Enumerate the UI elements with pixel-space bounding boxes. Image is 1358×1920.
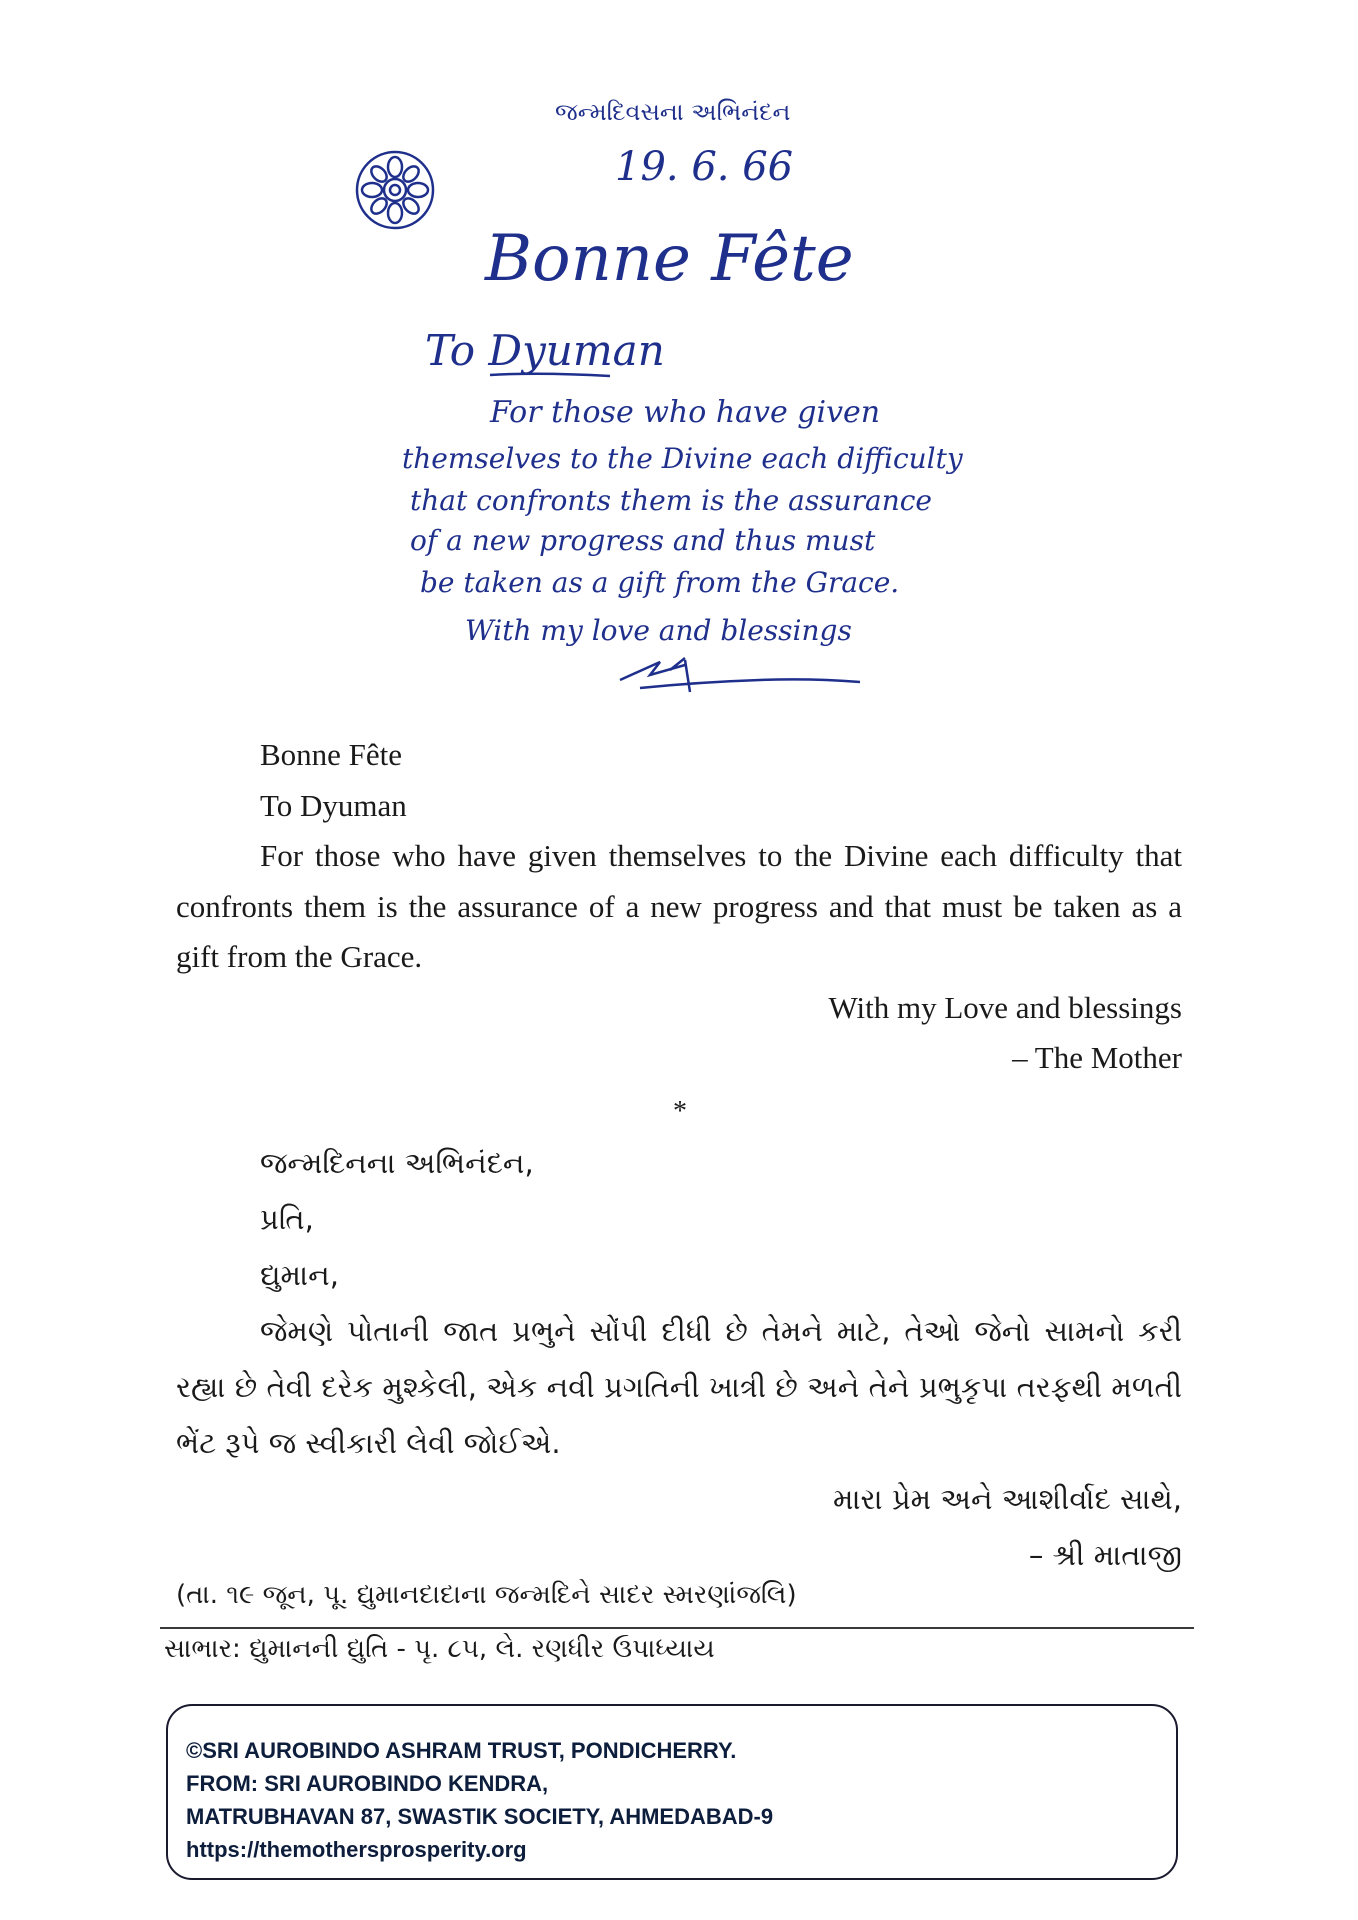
footer-copyright: ©SRI AUROBINDO ASHRAM TRUST, PONDICHERRY. [186, 1738, 737, 1763]
gujarati-addressee: દ્યુમાન, [260, 1258, 339, 1292]
remembrance-note: (તા. ૧૯ જૂન, પૂ. દ્યુમાનદાદાના જન્મદિને સાદર સ્મરણાંજલિ) [176, 1580, 797, 1610]
handwritten-heading: જન્મદિવસના અભિનંદન [555, 98, 791, 126]
section-separator: * [673, 1096, 687, 1127]
source-credit: સાભાર: દ્યુમાનની દ્યુતિ - પૃ. ૮૫, લે. રણધીર ઉપાધ્યાય [164, 1634, 715, 1664]
english-signature: – The Mother [1012, 1040, 1182, 1075]
handwritten-date: 19. 6. 66 [615, 144, 794, 190]
footer-from: FROM: SRI AUROBINDO KENDRA, [186, 1771, 549, 1796]
english-message: For those who have given themselves to the Divine each difficulty that confronts them is the assurance of a new progress and that must be taken as a gift from the Grace. [176, 838, 1182, 974]
footer-address: MATRUBHAVAN 87, SWASTIK SOCIETY, AHMEDABAD-9 [186, 1804, 774, 1829]
handwritten-line: that confronts them is the assurance [410, 484, 932, 517]
gujarati-greeting: જન્મદિનના અભિનંદન, [260, 1146, 534, 1180]
gujarati-to: પ્રતિ, [260, 1202, 314, 1236]
gujarati-message: જેમણે પોતાની જાત પ્રભુને સોંપી દીધી છે તેમને માટે, તેઓ જેનો સામનો કરી રહ્યા છે તેવી દરેક મુશ્કેલી, એક નવી પ્રગતિની ખાત્રી છે અને તેને પ્રભુકૃપા તરફથી મળતી ભેંટ રૂપે જ સ્વીકારી લેવી જોઈએ. [176, 1314, 1182, 1460]
gujarati-translation [176, 1135, 1182, 1583]
english-greeting: Bonne Fête [260, 737, 403, 772]
english-transcription [176, 730, 1182, 1084]
english-addressee: To Dyuman [260, 787, 407, 823]
handwritten-line: of a new progress and thus must [410, 524, 876, 557]
handwritten-line: With my love and blessings [465, 614, 852, 647]
divider [160, 1627, 1194, 1629]
gujarati-signature: – શ્રી માતાજી [1028, 1538, 1182, 1572]
gujarati-closing: મારા પ્રેમ અને આશીર્વાદ સાથે, [832, 1482, 1182, 1516]
footer-box [166, 1704, 1178, 1880]
handwritten-line: To Dyuman [425, 326, 665, 375]
handwritten-line: For those who have given [490, 395, 881, 430]
mother-symbol-icon [357, 152, 433, 228]
english-closing: With my Love and blessings [828, 989, 1182, 1025]
handwritten-line: be taken as a gift from the Grace. [420, 566, 900, 599]
handwritten-line: Bonne Fête [485, 222, 854, 296]
handwritten-letter [340, 80, 1060, 720]
handwritten-line: themselves to the Divine each difficulty [402, 442, 963, 475]
footer-website-link[interactable]: https://themothersprosperity.org [186, 1837, 527, 1862]
handwritten-signature [620, 658, 860, 692]
